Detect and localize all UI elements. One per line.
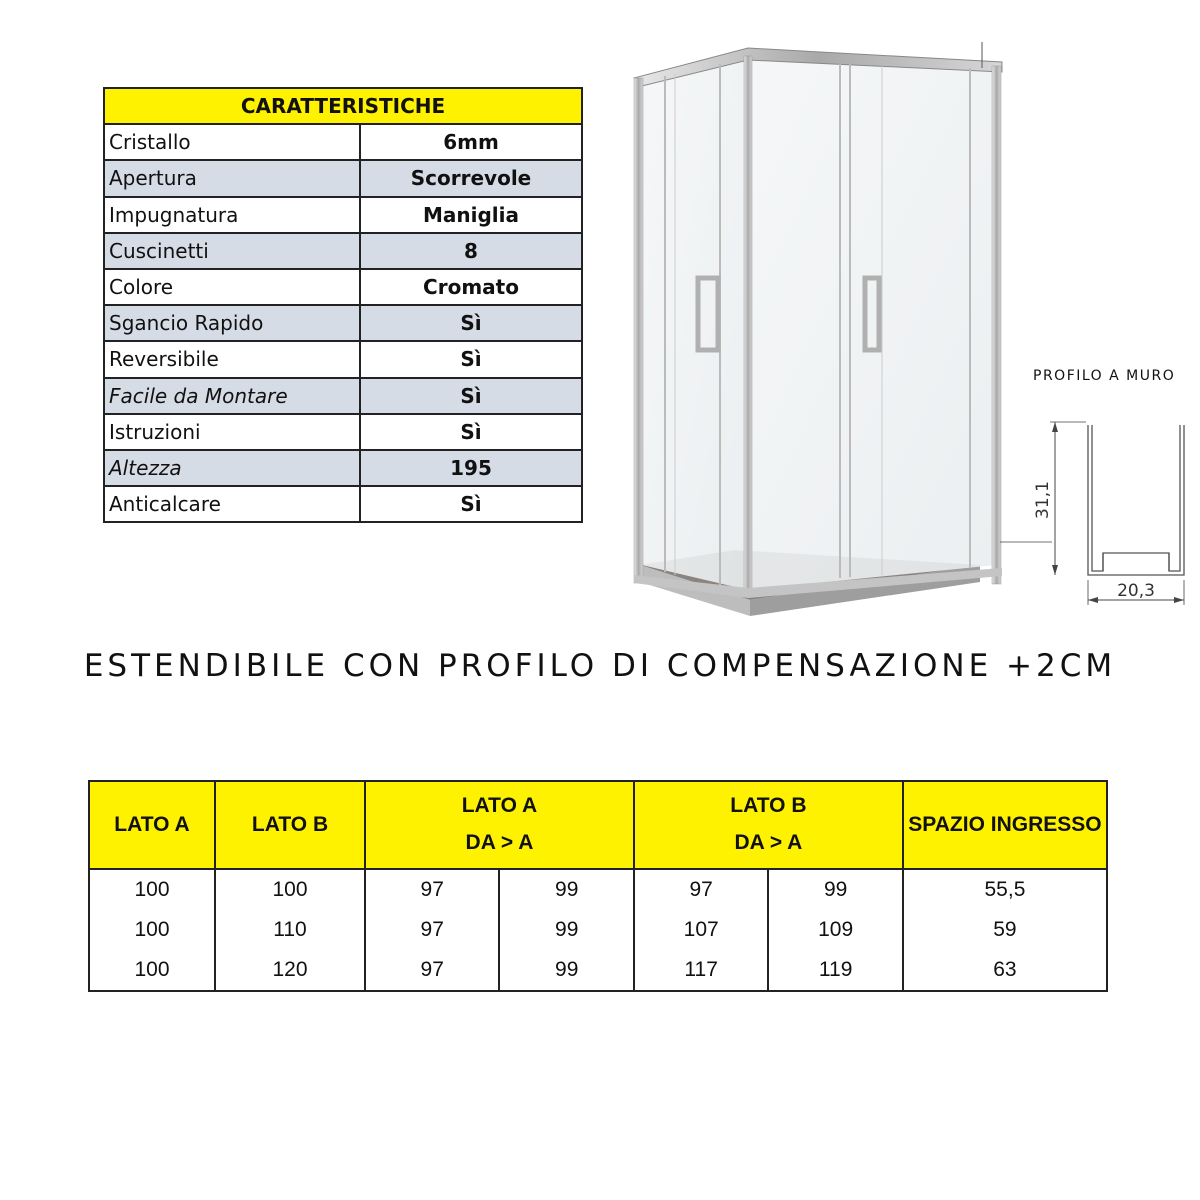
left-wall-profile — [634, 78, 643, 583]
spec-row — [104, 197, 582, 233]
spec-row — [104, 160, 582, 196]
spec-value: 6mm — [360, 124, 582, 160]
profile-title: PROFILO A MURO — [1033, 368, 1176, 384]
spec-label: Sgancio Rapido — [104, 305, 360, 341]
table-cell: 110 — [215, 910, 365, 950]
spec-label: Anticalcare — [104, 486, 360, 522]
left-glass-panel — [642, 60, 748, 590]
characteristics-header: CARATTERISTICHE — [104, 88, 582, 124]
spec-label: Cristallo — [104, 124, 360, 160]
table-cell: 97 — [365, 950, 499, 991]
table-cell: 100 — [89, 869, 215, 910]
characteristics-header-row — [104, 88, 582, 124]
table-cell: 97 — [365, 869, 499, 910]
table-cell: 63 — [903, 950, 1107, 991]
spec-row — [104, 124, 582, 160]
profile-outline — [1088, 425, 1184, 575]
table-cell: 99 — [499, 950, 633, 991]
table-cell: 107 — [634, 910, 768, 950]
spec-value: Sì — [360, 414, 582, 450]
table-cell: 59 — [903, 910, 1107, 950]
header-range-lato-b-line2: DA > A — [734, 831, 803, 854]
spec-row — [104, 269, 582, 305]
spec-row — [104, 341, 582, 377]
spec-row — [104, 378, 582, 414]
spec-value: 8 — [360, 233, 582, 269]
extension-heading: ESTENDIBILE CON PROFILO DI COMPENSAZIONE +2CM — [83, 648, 1117, 684]
table-cell: 117 — [634, 950, 768, 991]
header-lato-b: LATO B — [215, 781, 365, 869]
spec-value: Scorrevole — [360, 160, 582, 196]
table-row — [89, 869, 1107, 910]
sizes-header-row — [89, 781, 1107, 869]
header-spazio-ingresso: SPAZIO INGRESSO — [903, 781, 1107, 869]
header-range-lato-b — [634, 781, 903, 869]
spec-value: Sì — [360, 341, 582, 377]
spec-label: Reversibile — [104, 341, 360, 377]
spec-row — [104, 450, 582, 486]
spec-label: Altezza — [104, 450, 360, 486]
table-row — [89, 950, 1107, 991]
table-cell: 99 — [768, 869, 902, 910]
corner-profile — [744, 56, 752, 594]
header-range-lato-a-line2: DA > A — [465, 831, 534, 854]
table-cell: 97 — [634, 869, 768, 910]
table-cell: 99 — [499, 910, 633, 950]
height-dimension-label: 31,1 — [1033, 481, 1053, 519]
spec-label: Istruzioni — [104, 414, 360, 450]
table-cell: 55,5 — [903, 869, 1107, 910]
spec-label: Colore — [104, 269, 360, 305]
table-cell: 109 — [768, 910, 902, 950]
table-cell: 100 — [215, 869, 365, 910]
spec-value: Sì — [360, 486, 582, 522]
table-cell: 100 — [89, 910, 215, 950]
header-range-lato-a-line1: LATO A — [461, 794, 538, 818]
spec-row — [104, 233, 582, 269]
spec-value: Maniglia — [360, 197, 582, 233]
table-row — [89, 910, 1107, 950]
spec-label: Facile da Montare — [104, 378, 360, 414]
spec-row — [104, 486, 582, 522]
sizes-table — [88, 780, 1108, 992]
spec-row — [104, 305, 582, 341]
spec-value: 195 — [360, 450, 582, 486]
table-cell: 97 — [365, 910, 499, 950]
header-lato-a: LATO A — [89, 781, 215, 869]
right-glass-panel — [748, 60, 998, 590]
width-dimension-label: 20,3 — [1117, 581, 1155, 601]
header-range-lato-a — [365, 781, 634, 869]
spec-label: Impugnatura — [104, 197, 360, 233]
spec-row — [104, 414, 582, 450]
table-cell: 120 — [215, 950, 365, 991]
table-cell: 99 — [499, 869, 633, 910]
table-cell: 119 — [768, 950, 902, 991]
spec-value: Cromato — [360, 269, 582, 305]
characteristics-table — [103, 87, 583, 523]
spec-label: Cuscinetti — [104, 233, 360, 269]
spec-value: Sì — [360, 305, 582, 341]
wall-profile-drawing — [1000, 410, 1200, 610]
spec-label: Apertura — [104, 160, 360, 196]
header-range-lato-b-line1: LATO B — [730, 794, 807, 818]
shower-enclosure-image — [620, 20, 1010, 620]
spec-value: Sì — [360, 378, 582, 414]
table-cell: 100 — [89, 950, 215, 991]
